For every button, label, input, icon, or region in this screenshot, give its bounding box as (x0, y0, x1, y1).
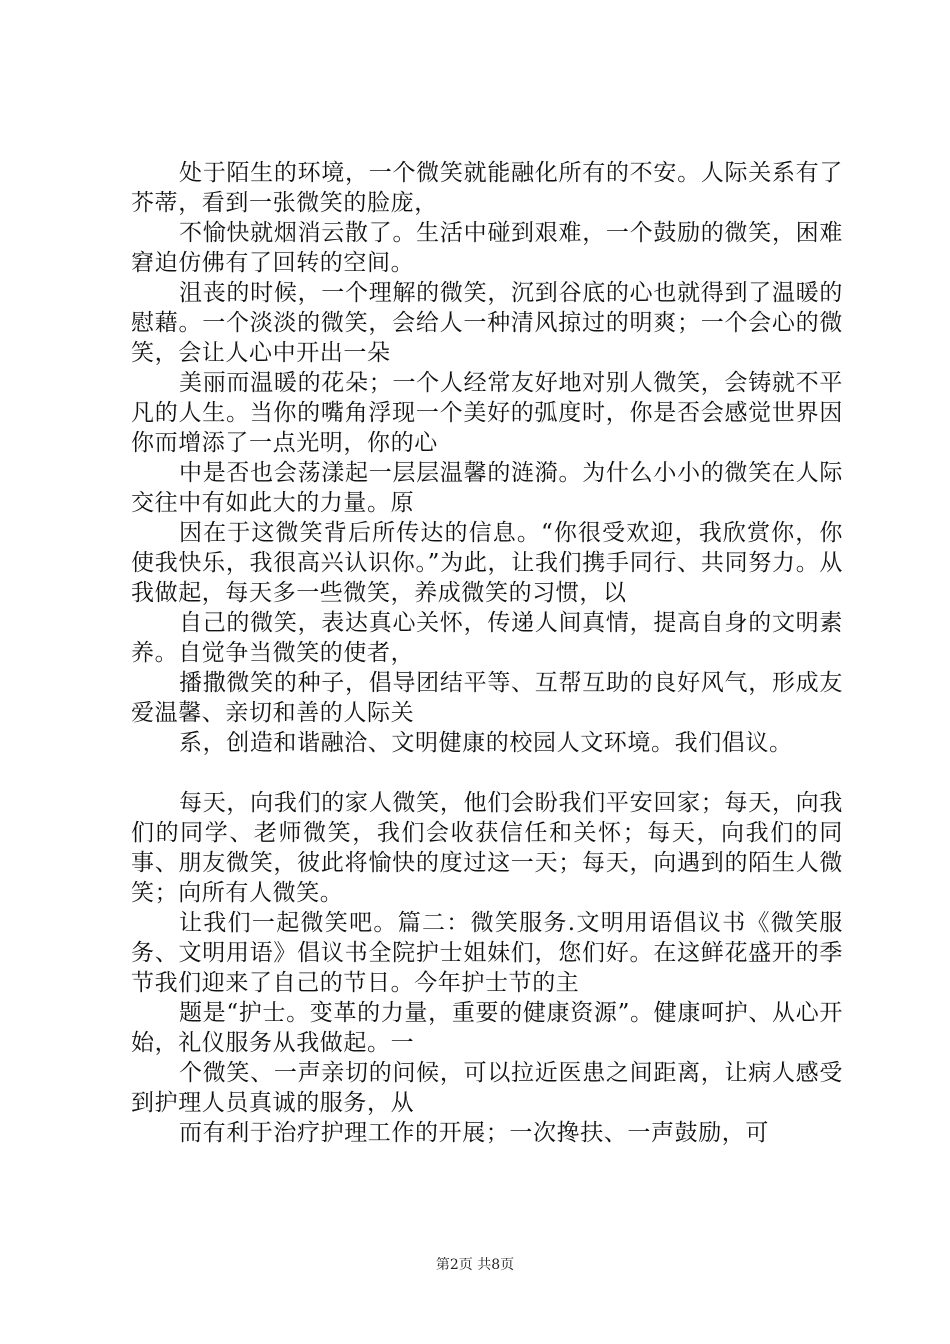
paragraph: 自己的微笑，表达真心关怀，传递人间真情，提高自身的文明素养。自觉争当微笑的使者， (131, 610, 843, 666)
paragraph: 题是“护士。变革的力量，重要的健康资源”。健康呵护、从心开始，礼仪服务从我做起。一 (131, 1000, 843, 1056)
paragraph: 播撒微笑的种子，倡导团结平等、互帮互助的良好风气，形成友爱温馨、亲切和善的人际关 (131, 670, 843, 726)
paragraph-spacer (131, 758, 843, 788)
paragraph: 让我们一起微笑吧。篇二：微笑服务.文明用语倡议书《微笑服务、文明用语》倡议书全院护士姐妹们，您们好。在这鲜花盛开的季节我们迎来了自己的节日。今年护士节的主 (131, 910, 843, 996)
paragraph: 因在于这微笑背后所传达的信息。“你很受欢迎，我欣赏你，你使我快乐，我很高兴认识你。”为此，让我们携手同行、共同努力。从我做起，每天多一些微笑，养成微笑的习惯，以 (131, 520, 843, 606)
paragraph: 每天，向我们的家人微笑，他们会盼我们平安回家；每天，向我们的同学、老师微笑，我们会收获信任和关怀；每天，向我们的同事、朋友微笑，彼此将愉快的度过这一天；每天，向遇到的陌生人微笑；向所有人微笑。 (131, 790, 843, 906)
paragraph: 个微笑、一声亲切的问候，可以拉近医患之间距离，让病人感受到护理人员真诚的服务，从 (131, 1060, 843, 1116)
page-number: 第2页 共8页 (435, 1257, 515, 1273)
page-footer (0, 1255, 950, 1275)
paragraph: 美丽而温暖的花朵；一个人经常友好地对别人微笑，会铸就不平凡的人生。当你的嘴角浮现一个美好的弧度时，你是否会感觉世界因你而增添了一点光明，你的心 (131, 370, 843, 456)
paragraph: 而有利于治疗护理工作的开展；一次搀扶、一声鼓励，可 (179, 1120, 769, 1146)
paragraph: 沮丧的时候，一个理解的微笑，沉到谷底的心也就得到了温暖的慰藉。一个淡淡的微笑，会给人一种清风掠过的明爽；一个会心的微笑，会让人心中开出一朵 (131, 280, 843, 366)
document-body (131, 158, 843, 1148)
paragraph: 不愉快就烟消云散了。生活中碰到艰难，一个鼓励的微笑，困难窘迫仿佛有了回转的空间。 (131, 220, 843, 276)
paragraph: 中是否也会荡漾起一层层温馨的涟漪。为什么小小的微笑在人际交往中有如此大的力量。原 (131, 460, 843, 516)
paragraph: 系，创造和谐融洽、文明健康的校园人文环境。我们倡议。 (179, 730, 793, 756)
paragraph: 处于陌生的环境，一个微笑就能融化所有的不安。人际关系有了芥蒂，看到一张微笑的脸庞， (131, 160, 843, 216)
